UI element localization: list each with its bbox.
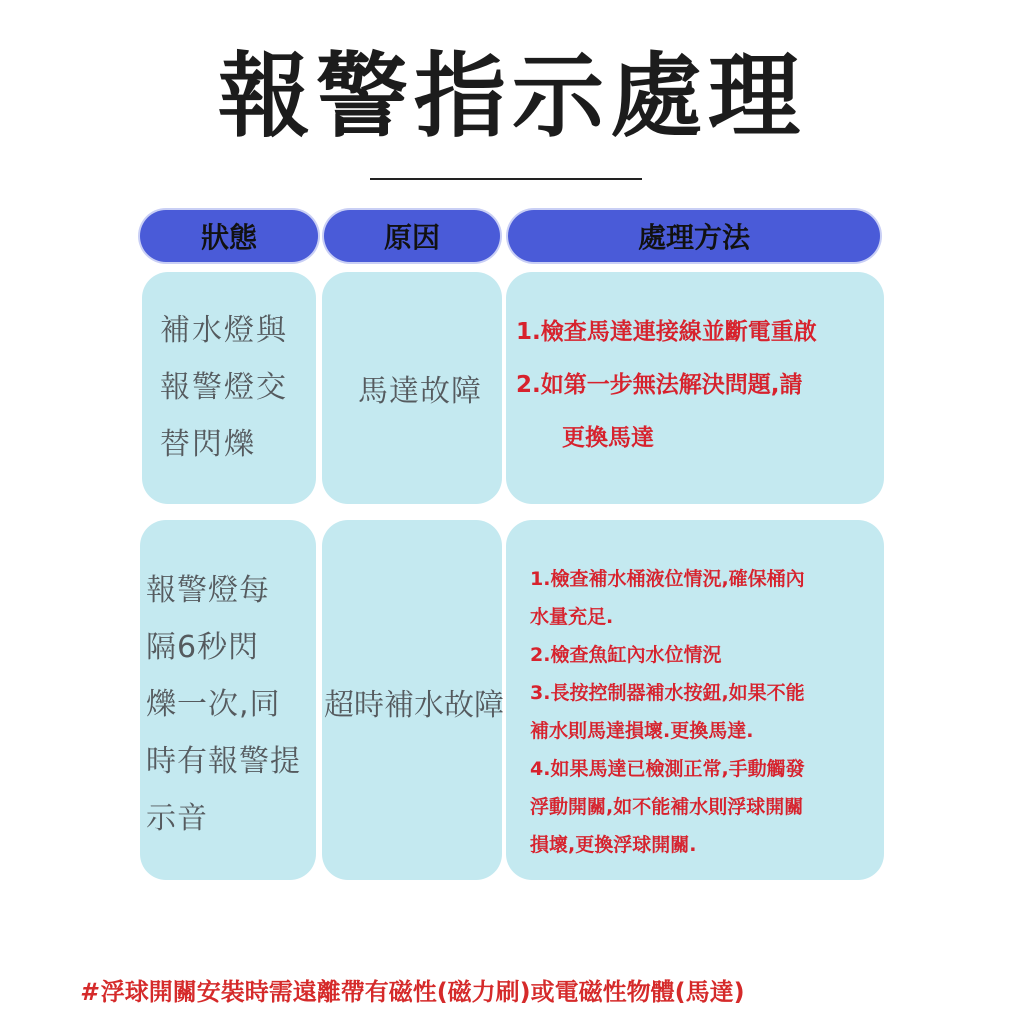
page-title: 報警指示處理 [217,43,806,150]
row1-cause: 馬達故障 [358,374,482,409]
step-line: 1.檢查馬達連接線並斷電重啟 [516,319,817,345]
footnote-symbol: # [80,978,97,1006]
row2-status [146,562,301,847]
row1-status [160,302,288,473]
step-line: 損壞,更換浮球開關. [530,834,697,856]
row1-status-line: 替閃爍 [160,427,256,462]
step-line: 浮動開關,如不能補水則浮球開關 [530,796,804,818]
step-line: 4.如果馬達已檢測正常,手動觸發 [530,758,805,780]
row2-status-line: 時有報警提 [146,744,301,779]
row2-status-line: 隔6秒閃 [146,630,260,665]
row2-cause: 超時補水故障 [324,688,504,723]
footnote-text: 浮球開關安裝時需遠離帶有磁性(磁力刷)或電磁性物體(馬達) [100,978,745,1006]
row1-steps [516,306,817,465]
row2-status-line: 示音 [146,801,208,836]
step-line: 2.如第一步無法解決問題,請 [516,372,803,398]
title-underline [370,178,642,180]
footnote [80,972,980,1007]
header-status: 狀態 [140,210,318,262]
step-line: 更換馬達 [562,425,654,451]
row1-status-line: 補水燈與 [160,313,288,348]
row2-status-line: 爍一次,同 [146,687,281,722]
step-line: 補水則馬達損壞.更換馬達. [530,720,754,742]
step-line: 3.長按控制器補水按鈕,如果不能 [530,682,805,704]
step-line: 水量充足. [530,606,614,628]
row2-steps [530,560,805,864]
row1-status-line: 報警燈交 [160,370,288,405]
row2-status-line: 報警燈每 [146,573,270,608]
step-line: 1.檢查補水桶液位情況,確保桶內 [530,568,805,590]
header-cause: 原因 [324,210,500,262]
step-line: 2.檢查魚缸內水位情況 [530,644,722,666]
header-solution: 處理方法 [508,210,880,262]
